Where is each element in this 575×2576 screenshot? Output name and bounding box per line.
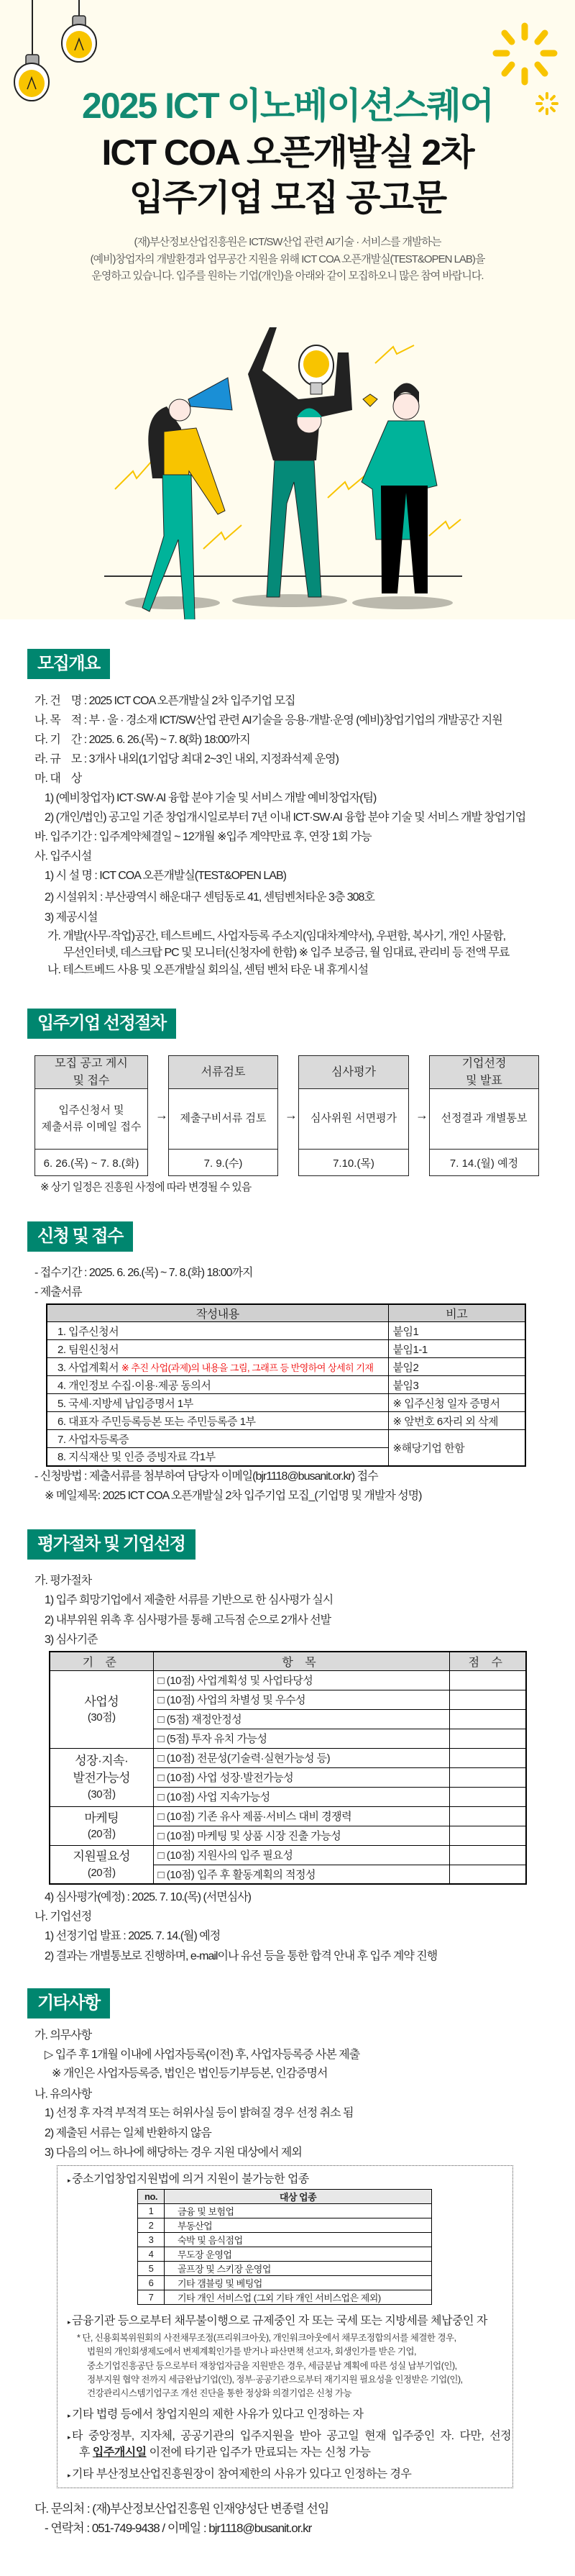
score-cell (449, 1806, 526, 1826)
step-date: 7. 9.(수) (203, 1157, 243, 1170)
step-title: 모집 공고 게시 (55, 1057, 128, 1070)
table-row: 1 금융 및 보험업 (138, 2204, 432, 2218)
evaluation-line: 4) 심사평가(예정) : 2025. 7. 10.(목) (서면심사) (45, 1891, 251, 1903)
overview-line: 2) 시설위치 : 부산광역시 해운대구 센텀동로 41, 센텀벤처타운 3층 308호 (45, 891, 374, 904)
step-title: 및 발표 (466, 1074, 502, 1087)
table-header: 비고 (388, 1304, 525, 1322)
process-step (298, 1055, 409, 1176)
score-cell (449, 1690, 526, 1709)
exclusion-bullet: ▸ 기타 법령 등에서 창업지원의 제한 사유가 있다고 인정하는 자 (68, 2408, 364, 2421)
etc-line: ※ 개인은 사업자등록증, 법인은 법인등기부등본, 인감증명서 (52, 2067, 328, 2080)
criteria-name: 성장·지속· (75, 1754, 129, 1768)
section-heading-application: 신청 및 접수 (27, 1221, 133, 1252)
criteria-name: 지원필요성 (73, 1849, 131, 1864)
criteria-points: (30점) (87, 1711, 116, 1724)
lightbulb-icon (14, 0, 49, 101)
intro-line: (예비)창업자의 개발환경과 업무공간 지원을 위해 ICT COA 오픈개발실(TEST&OPEN LAB)을 (90, 253, 485, 265)
step-desc: 제출서류 이메일 접수 (41, 1120, 142, 1133)
table-row: 성장·지속· 발전가능성 (30점) □ (10점) 전문성(기술력·실현가능성 등) (50, 1748, 526, 1767)
score-cell (449, 1845, 526, 1865)
exception-note: 중소기업진흥공단 등으로부터 재창업자금을 지원받은 경우, 세금분납 계획에 따른 성실 납부기업(인), (87, 2361, 457, 2371)
overview-line: 3) 제공시설 (45, 911, 98, 924)
sunburst-icon (496, 26, 554, 82)
process-step (429, 1055, 539, 1176)
table-row: 2. 팀원신청서 붙임1-1 (47, 1340, 525, 1358)
score-cell (449, 1748, 526, 1767)
bullet-icon: ▸ (68, 2472, 73, 2479)
arrow-icon: → (415, 1108, 428, 1122)
table-header: 대상 업종 (165, 2190, 432, 2204)
overview-line: 마. 대 상 (34, 773, 82, 785)
table-row: 6 기타 갬블링 및 베팅업 (138, 2276, 432, 2290)
overview-line: 라. 규 모 : 3개사 내외(1기업당 최대 2~3인 내외, 지정좌석제 운영) (34, 753, 339, 765)
table-row: 5 골프장 및 스키장 운영업 (138, 2262, 432, 2276)
criteria-points: (20점) (87, 1867, 116, 1880)
criteria-table (49, 1651, 527, 1885)
schedule-note: ※ 상기 일정은 진흥원 사정에 따라 변경될 수 있음 (40, 1181, 252, 1193)
criteria-name: 마케팅 (84, 1811, 119, 1825)
process-step (168, 1055, 278, 1176)
criteria-points: (20점) (87, 1828, 116, 1841)
table-header: 점 수 (449, 1652, 526, 1670)
criteria-points: (30점) (87, 1788, 116, 1801)
exclusion-bullet: ▸ 금융기관 등으로부터 채무불이행으로 규제중인 자 또는 국세 또는 지방세를 체납중인 자 (68, 2315, 487, 2327)
doc-item-note: ※ 추진 사업(과제)의 내용을 그림, 그래프 등 반영하여 상세히 기재 (121, 1362, 374, 1373)
table-row: □ (5점) 재정안정성 (50, 1709, 526, 1729)
step-desc: 입주신청서 및 (58, 1104, 124, 1116)
score-cell (449, 1709, 526, 1729)
doc-item: 3. 사업계획서 (58, 1361, 119, 1374)
overview-line: 무선인터넷, 데스크탑 PC 및 모니터(신청자에 한함) ※ 입주 보증금, 월 임대료, 관리비 등 전액 무료 (63, 947, 510, 959)
contact-detail: - 연락처 : 051-749-9438 / 이메일 : bjr1118@busanit.or.kr (45, 2521, 312, 2535)
exclusion-bullet: ▸ 중소기업창업지원법에 의거 지원이 불가능한 업종 (68, 2173, 309, 2185)
criteria-name: 발전가능성 (73, 1771, 131, 1785)
etc-line: 1) 선정 후 자격 부적격 또는 허위사실 등이 밝혀질 경우 선정 취소 됨 (45, 2107, 354, 2119)
table-row: 2 부동산업 (138, 2218, 432, 2233)
table-row: 4 무도장 운영업 (138, 2247, 432, 2262)
title-line-3: 입주기업 모집 공고문 (129, 178, 446, 218)
overview-line: 나. 목 적 : 부 · 울 · 경소재 ICT/SW산업 관련 AI기술을 응용·개발·운영 (예비)창업기업의 개발공간 지원 (34, 714, 502, 727)
step-title: 심사평가 (299, 1056, 408, 1089)
bullet-icon: ▸ (68, 2177, 73, 2184)
step-title: 기업선정 (461, 1057, 507, 1070)
table-row: □ (10점) 사업 지속가능성 (50, 1787, 526, 1806)
table-row: 6. 대표자 주민등록등본 또는 주민등록증 1부 ※ 앞번호 6자리 외 삭제 (47, 1412, 525, 1430)
documents-table (46, 1303, 526, 1467)
exclusion-bullet: ▸ 타 중앙정부, 지자체, 공공기관의 입주지원을 받아 공고일 현재 입주중인 자. 다만, 선정 (68, 2430, 512, 2442)
table-header: 작성내용 (47, 1304, 388, 1322)
etc-line: ▷ 입주 후 1개월 이내에 사업자등록(이전) 후, 사업자등록증 사본 제출 (45, 2049, 360, 2061)
step-desc: 선정결과 개별통보 (430, 1089, 538, 1150)
hero-banner (0, 0, 575, 619)
section-heading-etc: 기타사항 (27, 1988, 110, 2019)
table-row: 3. 사업계획서 ※ 추진 사업(과제)의 내용을 그림, 그래프 등 반영하여 상세히 기재 붙임2 (47, 1358, 525, 1376)
table-row: □ (10점) 사업의 차별성 및 우수성 (50, 1690, 526, 1709)
etc-line: 2) 제출된 서류는 일체 반환하지 않음 (45, 2127, 211, 2139)
evaluation-line: 가. 평가절차 (34, 1575, 92, 1587)
exception-note: * 단, 신용회복위원회의 사전채무조정(프리워크아웃), 개인워크아웃에서 채무조정합의서를 체결한 경우, (77, 2333, 456, 2343)
exception-note: 정부지원 협약 전까지 세금완납기업(인), 정부·공공기관으로부터 재기지원 필요성을 인정받은 기업(인), (87, 2375, 463, 2385)
table-header: no. (138, 2190, 165, 2204)
overview-line: 2) (개인/법인) 공고일 기준 창업개시일로부터 7년 이내 ICT·SW·AI 융합 분야 기술 및 서비스 개발 창업기업 (45, 811, 526, 824)
arrow-icon: → (285, 1108, 298, 1122)
overview-line: 가. 건 명 : 2025 ICT COA 오픈개발실 2차 입주기업 모집 (34, 695, 295, 707)
contact-line: 다. 문의처 : (재)부산정보산업진흥원 인재양성단 변종렬 선임 (34, 2502, 329, 2516)
evaluation-line: 1) 선정기업 발표 : 2025. 7. 14.(월) 예정 (45, 1930, 221, 1942)
section-heading-evaluation: 평가절차 및 기업선정 (27, 1529, 196, 1560)
score-cell (449, 1729, 526, 1748)
table-row: 1. 입주신청서 붙임1 (47, 1322, 525, 1340)
table-row: 3 숙박 및 음식점업 (138, 2233, 432, 2247)
bullet-icon: ▸ (68, 2434, 73, 2441)
step-desc: 심사위원 서면평가 (299, 1089, 408, 1150)
table-row: □ (10점) 마케팅 및 상품 시장 진출 가능성 (50, 1826, 526, 1845)
score-cell (449, 1865, 526, 1884)
bullet-icon: ▸ (68, 2412, 73, 2419)
etc-line: 3) 다음의 어느 하나에 해당하는 경우 지원 대상에서 제외 (45, 2147, 302, 2159)
title-line-2: ICT COA 오픈개발실 2차 (101, 132, 474, 173)
criteria-name: 사업성 (84, 1694, 119, 1708)
application-period: - 접수기간 : 2025. 6. 26.(목) ~ 7. 8.(화) 18:00까지 (34, 1267, 253, 1279)
evaluation-line: 2) 결과는 개별통보로 진행하며, e-mail이나 유선 등을 통한 합격 안내 후 입주 계약 진행 (45, 1950, 438, 1962)
overview-line: 다. 기 간 : 2025. 6. 26.(목) ~ 7. 8(화) 18:00까지 (34, 734, 250, 746)
bullet-icon: ▸ (68, 2318, 73, 2326)
evaluation-line: 2) 내부위원 위촉 후 심사평가를 통해 고득점 순으로 2개사 선발 (45, 1614, 331, 1626)
table-row: □ (10점) 사업 성장·발전가능성 (50, 1767, 526, 1787)
exclusion-bullet: ▸ 기타 부산정보산업진흥원장이 참여제한의 사유가 있다고 인정하는 경우 (68, 2468, 412, 2480)
table-row: 8. 지식재산 및 인증 증빙자료 각1부 (47, 1448, 525, 1466)
step-date: 6. 26.(목) ~ 7. 8.(화) (43, 1157, 139, 1170)
application-method: - 신청방법 : 제출서류를 첨부하여 담당자 이메일(bjr1118@busanit.or.kr) 접수 (34, 1470, 378, 1483)
overview-line: 사. 입주시설 (34, 850, 92, 863)
table-row: 7 기타 개인 서비스업 (그외 기타 개인 서비스업은 제외) (138, 2290, 432, 2305)
score-cell (449, 1826, 526, 1845)
arrow-icon: → (155, 1108, 168, 1122)
table-row: 지원필요성 (20점) □ (10점) 지원사의 입주 필요성 (50, 1845, 526, 1865)
evaluation-line: 1) 입주 희망기업에서 제출한 서류를 기반으로 한 심사평가 실시 (45, 1594, 334, 1606)
etc-line: 가. 의무사항 (34, 2029, 92, 2042)
documents-label: - 제출서류 (34, 1286, 82, 1298)
section-heading-overview: 모집개요 (27, 649, 110, 679)
exception-note: 건강관리시스템기업구조 개선 진단을 통한 정상화 의결기업은 신청 가능 (87, 2388, 352, 2398)
exclusion-bullet-cont: 후 입주개시일 이전에 타기관 입주가 만료되는 자는 신청 가능 (79, 2447, 371, 2459)
overview-line: 바. 입주기간 : 입주계약체결일 ~ 12개월 ※입주 계약만료 후, 연장 1회 가능 (34, 831, 372, 843)
etc-line: 나. 유의사항 (34, 2088, 92, 2101)
intro-line: 운영하고 있습니다. 입주를 원하는 기업(개인)을 아래와 같이 모집하오니 많은 참여 바랍니다. (91, 270, 484, 282)
table-header: 기 준 (50, 1652, 153, 1670)
step-title: 서류검토 (169, 1056, 277, 1089)
process-step (34, 1055, 148, 1176)
table-header: 항 목 (153, 1652, 449, 1670)
table-row: 사업성 (30점) □ (10점) 사업계획성 및 사업타당성 (50, 1670, 526, 1690)
overview-line: 가. 개발(사무·작업)공간, 테스트베드, 사업자등록 주소지(임대차계약서), 우편함, 복사기, 개인 사물함, (47, 930, 506, 942)
table-row: 4. 개인정보 수집·이용·제공 동의서 붙임3 (47, 1376, 525, 1394)
evaluation-line: 나. 기업선정 (34, 1911, 92, 1923)
title-line-1: 2025 ICT 이노베이션스퀘어 (82, 86, 493, 126)
evaluation-line: 3) 심사기준 (45, 1634, 98, 1646)
exception-note: 법원의 개인회생제도에서 변제계획인가를 받거나 파산면책 선고자, 회생인가를 받은 기업, (87, 2347, 417, 2357)
table-row: 5. 국세·지방세 납입증명서 1부 ※ 입주신청 일자 증명서 (47, 1394, 525, 1412)
step-date: 7. 14.(월) 예정 (449, 1157, 519, 1170)
overview-line: 나. 테스트베드 사용 및 오픈개발실 회의실, 센텀 벤처 타운 내 휴게시설 (47, 964, 369, 976)
mail-subject: ※ 메일제목: 2025 ICT COA 오픈개발실 2차 입주기업 모집_(기업명 및 개발자 성명) (45, 1490, 422, 1502)
section-heading-process: 입주기업 선정절차 (27, 1009, 176, 1039)
score-cell (449, 1670, 526, 1690)
step-date: 7.10.(목) (333, 1157, 374, 1170)
table-row: 7. 사업자등록증 ※해당기업 한함 (47, 1430, 525, 1448)
people-illustration (104, 327, 462, 619)
step-desc: 제출구비서류 검토 (169, 1089, 277, 1150)
table-row: □ (5점) 투자 유치 가능성 (50, 1729, 526, 1748)
underlined-term: 입주개시일 (92, 2447, 147, 2459)
overview-line: 1) 시 설 명 : ICT COA 오픈개발실(TEST&OPEN LAB) (45, 870, 286, 882)
overview-line: 1) (예비창업자) ICT·SW·AI 융합 분야 기술 및 서비스 개발 예비창업자(팀) (45, 792, 377, 804)
step-title: 및 접수 (73, 1074, 110, 1087)
intro-line: (재)부산정보산업진흥원은 ICT/SW산업 관련 AI기술 · 서비스를 개발하는 (134, 236, 441, 248)
score-cell (449, 1767, 526, 1787)
lightbulb-icon (62, 0, 96, 62)
score-cell (449, 1787, 526, 1806)
table-row: 마케팅 (20점) □ (10점) 기존 유사 제품·서비스 대비 경쟁력 (50, 1806, 526, 1826)
industry-table (137, 2189, 432, 2305)
table-row: □ (10점) 입주 후 활동계획의 적정성 (50, 1865, 526, 1884)
